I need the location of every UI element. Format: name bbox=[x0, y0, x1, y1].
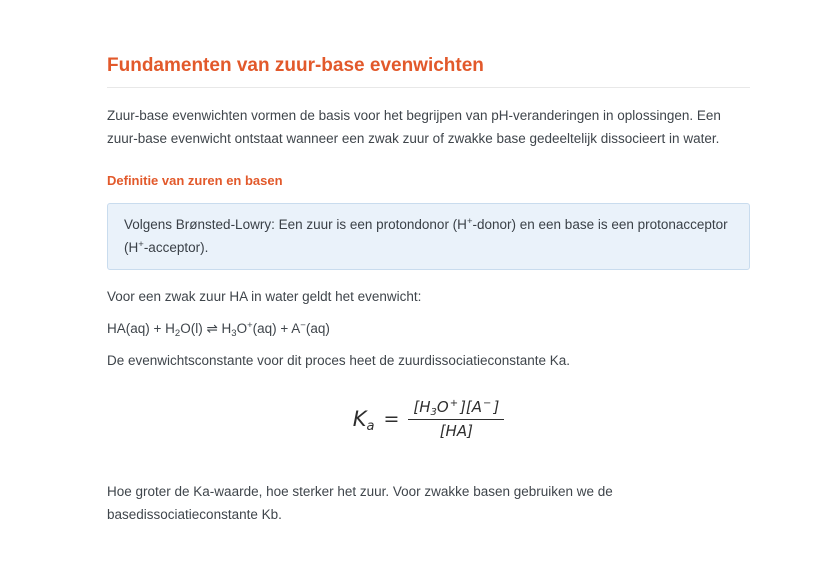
formula-k: K bbox=[352, 407, 367, 431]
equation-subscript: 3 bbox=[231, 328, 237, 339]
numerator-superscript: − bbox=[483, 398, 492, 409]
numerator-part: O bbox=[436, 398, 449, 416]
callout-text-part: Volgens Brønsted-Lowry: Een zuur is een protondonor (H bbox=[124, 217, 467, 232]
numerator-part: [H bbox=[413, 398, 431, 416]
ka-formula bbox=[107, 398, 750, 450]
definition-callout bbox=[107, 203, 750, 270]
callout-text-part: -donor) en een base is een protonacceptor (H bbox=[124, 217, 728, 255]
equation-part: O(l) ⇌ H bbox=[180, 321, 232, 336]
equation-part: (aq) bbox=[305, 321, 330, 336]
numerator-subscript: 3 bbox=[430, 407, 437, 418]
equation-superscript: + bbox=[247, 320, 253, 331]
equation-part: O bbox=[236, 321, 248, 336]
equation-part: (aq) + A bbox=[252, 321, 301, 336]
equation-superscript: − bbox=[300, 320, 306, 331]
formula-numerator bbox=[408, 398, 504, 420]
callout-text-part: -acceptor). bbox=[143, 240, 209, 255]
intro-paragraph: Zuur-base evenwichten vormen de basis voor het begrijpen van pH-veranderingen in oplossingen. Een zuur-base evenwicht ontstaat wanneer een zwak zuur of zwakke base gedeeltelijk dissocieert in water. bbox=[107, 108, 721, 146]
ka-constant-paragraph: De evenwichtsconstante voor dit proces heet de zuurdissociatieconstante Ka. bbox=[107, 353, 571, 368]
page-title: Fundamenten van zuur-base evenwichten bbox=[107, 55, 484, 76]
ka-formula-inner bbox=[353, 398, 505, 440]
article-content bbox=[107, 0, 750, 526]
callout-superscript-plus: + bbox=[466, 216, 473, 227]
formula-k-subscript: a bbox=[366, 419, 375, 434]
section-heading-definitie: Definitie van zuren en basen bbox=[107, 173, 283, 188]
numerator-part: ][A bbox=[460, 398, 483, 416]
formula-equals-sign: = bbox=[383, 408, 400, 430]
equation-subscript: 2 bbox=[174, 328, 181, 339]
formula-fraction bbox=[408, 398, 504, 440]
callout-superscript-plus: + bbox=[138, 239, 144, 250]
formula-lhs bbox=[352, 407, 375, 434]
closing-paragraph: Hoe groter de Ka-waarde, hoe sterker het zuur. Voor zwakke basen gebruiken we de basedissociatieconstante Kb. bbox=[107, 484, 613, 522]
callout-text bbox=[124, 213, 733, 259]
numerator-superscript: + bbox=[449, 398, 459, 409]
equilibrium-intro-paragraph: Voor een zwak zuur HA in water geldt het evenwicht: bbox=[107, 289, 422, 304]
equilibrium-equation bbox=[107, 317, 750, 340]
formula-denominator: [HA] bbox=[439, 422, 473, 440]
numerator-part: ] bbox=[493, 398, 500, 416]
equation-part: HA(aq) + H bbox=[107, 321, 175, 336]
title-divider bbox=[107, 87, 750, 88]
